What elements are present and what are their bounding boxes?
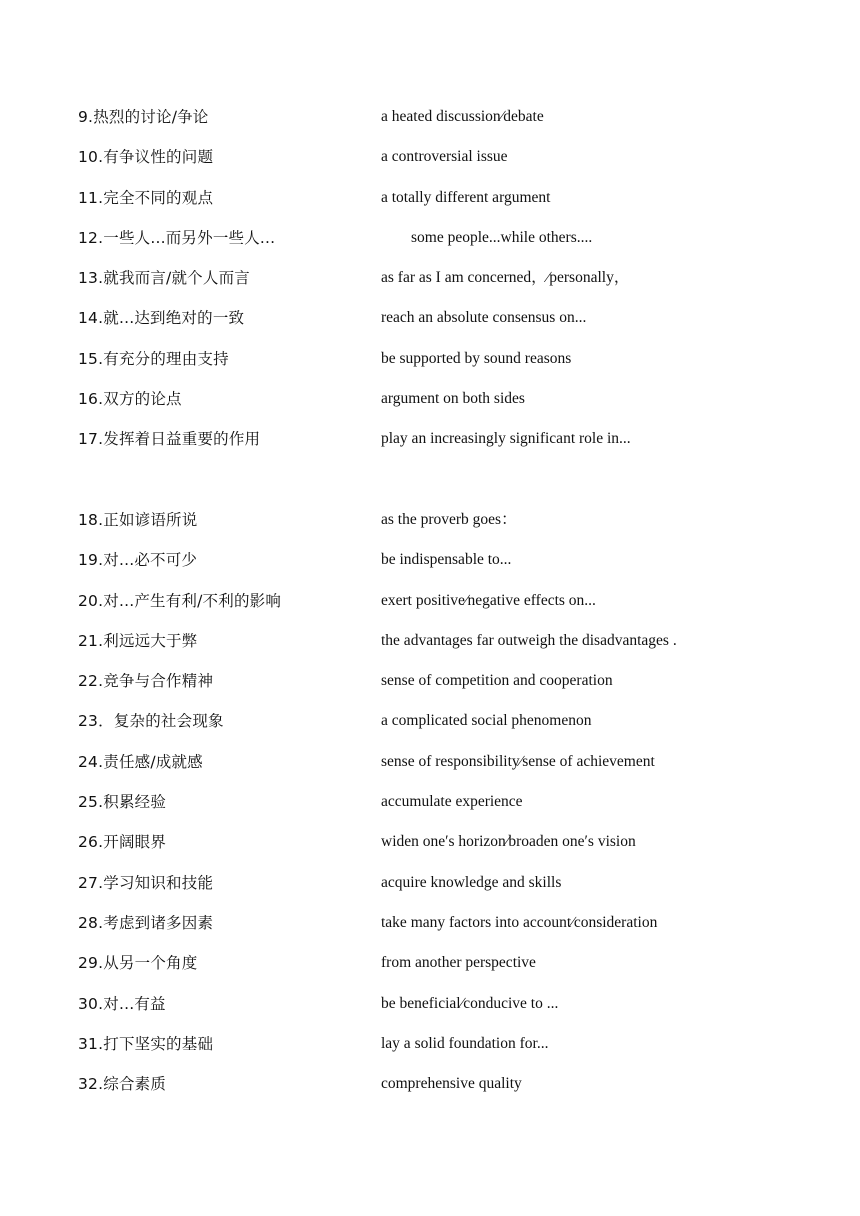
phrase-row	[78, 388, 838, 428]
english-phrase: a heated discussion∕debate	[381, 108, 544, 125]
chinese-phrase: 31.打下坚实的基础	[78, 1034, 214, 1053]
english-phrase: a complicated social phenomenon	[381, 712, 592, 730]
english-phrase: from another perspective	[381, 954, 536, 972]
english-phrase: sense of competition and cooperation	[381, 672, 613, 690]
phrase-row	[78, 307, 838, 347]
phrase-row	[78, 590, 838, 630]
english-phrase: comprehensive quality	[381, 1075, 522, 1093]
chinese-phrase: 24.责任感∕成就感	[78, 752, 203, 771]
chinese-phrase: 23．复杂的社会现象	[78, 712, 224, 731]
english-phrase: as far as I am concerned，∕personally，	[381, 269, 630, 287]
chinese-phrase: 27.学习知识和技能	[78, 873, 214, 892]
chinese-phrase: 25.积累经验	[78, 793, 167, 812]
phrase-row	[78, 146, 838, 186]
phrase-row	[78, 993, 838, 1033]
phrase-row	[78, 952, 838, 992]
phrase-row	[78, 791, 838, 831]
chinese-phrase: 20.对...产生有利∕不利的影响	[78, 591, 282, 610]
phrase-row	[78, 509, 838, 549]
english-phrase: widen one′s horizon∕broaden one′s vision	[381, 833, 636, 851]
chinese-phrase: 12.一些人...而另外一些人...	[78, 228, 276, 247]
phrase-row	[78, 1073, 838, 1113]
phrase-row	[78, 630, 838, 670]
phrase-row	[78, 831, 838, 871]
english-phrase: lay a solid foundation for...	[381, 1034, 549, 1052]
chinese-phrase: 32.综合素质	[78, 1075, 167, 1094]
english-phrase: take many factors into account∕consideration	[381, 913, 658, 931]
chinese-phrase: 28.考虑到诸多因素	[78, 913, 214, 932]
english-phrase: be supported by sound reasons	[381, 349, 572, 367]
chinese-phrase: 9.热烈的讨论∕争论	[78, 108, 209, 126]
chinese-phrase: 29.从另一个角度	[78, 954, 198, 973]
english-phrase: play an increasingly significant role in...	[381, 430, 631, 448]
english-phrase: be indispensable to...	[381, 551, 512, 569]
chinese-phrase: 18.正如谚语所说	[78, 511, 198, 529]
chinese-phrase: 30.对...有益	[78, 994, 166, 1013]
chinese-phrase: 22.竞争与合作精神	[78, 672, 214, 691]
phrase-row	[78, 187, 838, 227]
phrase-row	[78, 751, 838, 791]
chinese-phrase: 11.完全不同的观点	[78, 188, 214, 207]
phrase-row	[78, 872, 838, 912]
english-phrase: acquire knowledge and skills	[381, 873, 562, 891]
chinese-phrase: 17.发挥着日益重要的作用	[78, 430, 261, 449]
english-phrase: some people...while others....	[411, 228, 593, 246]
phrase-row	[78, 428, 838, 468]
chinese-phrase: 13.就我而言∕就个人而言	[78, 269, 250, 288]
chinese-phrase: 19.对...必不可少	[78, 551, 198, 570]
phrase-row	[78, 670, 838, 710]
chinese-phrase: 14.就...达到绝对的一致	[78, 309, 245, 328]
english-phrase: a totally different argument	[381, 188, 551, 206]
phrase-row	[78, 912, 838, 952]
english-phrase: exert positive∕negative effects on...	[381, 591, 596, 609]
phrase-row	[78, 1033, 838, 1073]
phrase-row	[78, 549, 838, 589]
english-phrase: accumulate experience	[381, 793, 523, 811]
english-phrase: a controversial issue	[381, 148, 508, 166]
chinese-phrase: 15.有充分的理由支持	[78, 349, 229, 368]
english-phrase: argument on both sides	[381, 390, 525, 408]
chinese-phrase: 26.开阔眼界	[78, 833, 167, 852]
phrase-row	[78, 106, 838, 146]
phrase-row	[78, 227, 838, 267]
chinese-phrase: 21.利远远大于弊	[78, 631, 198, 650]
phrase-row	[78, 710, 838, 750]
chinese-phrase: 16.双方的论点	[78, 390, 182, 409]
phrase-list-group-2	[78, 509, 838, 1113]
phrase-list-group-1	[78, 106, 838, 469]
chinese-phrase: 10.有争议性的问题	[78, 148, 214, 167]
english-phrase: the advantages far outweigh the disadvantages .	[381, 631, 677, 649]
phrase-row	[78, 348, 838, 388]
phrase-row	[78, 267, 838, 307]
english-phrase: as the proverb goes：	[381, 511, 517, 528]
english-phrase: sense of responsibility∕sense of achievement	[381, 752, 655, 770]
english-phrase: be beneficial∕conducive to ...	[381, 994, 559, 1012]
english-phrase: reach an absolute consensus on...	[381, 309, 587, 327]
